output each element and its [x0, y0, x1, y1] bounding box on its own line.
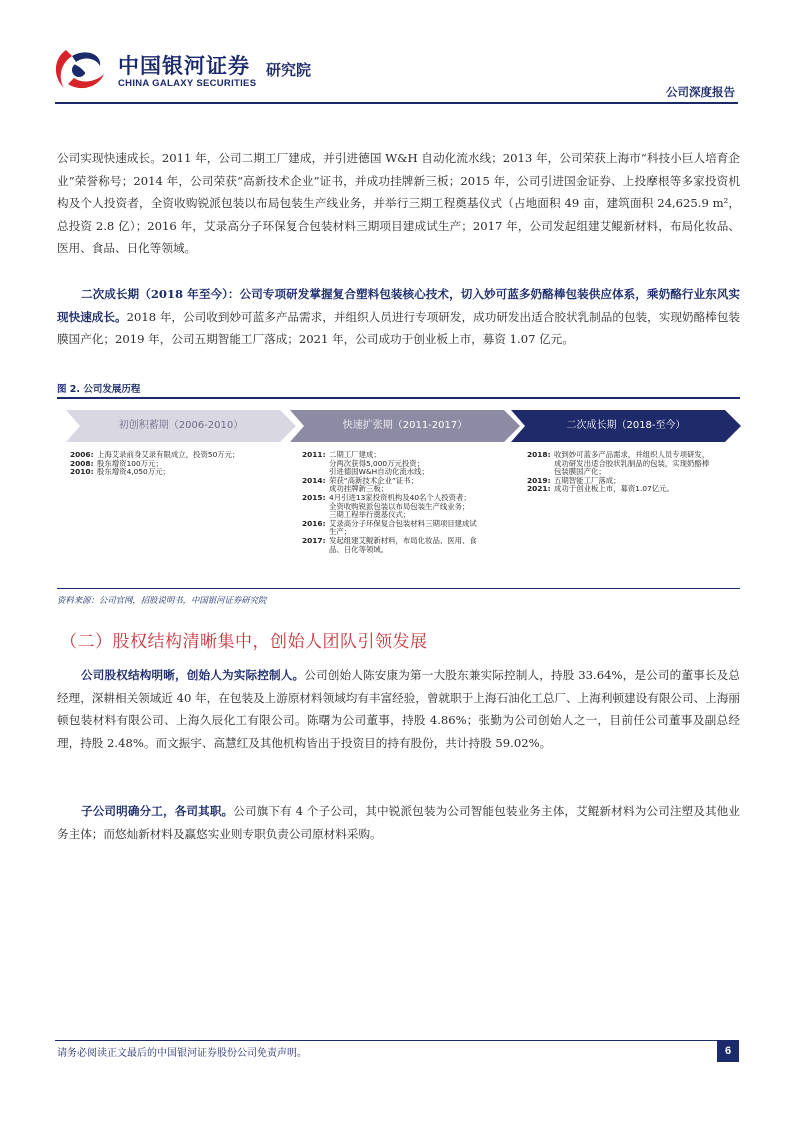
phase-arrow-2 — [290, 410, 520, 442]
body-paragraph-1: 公司实现快速成长。2011 年，公司二期工厂建成，并引进德国 W&H 自动化流水线；2013 年，公司荣获上海市“科技小巨人培育企业”荣誉称号；2014 年，公司荣获“高新技术企业”证书，并成功挂牌新三板；2015 年，公司引进国金证券、上投摩根等多家投资机构及个人投资者，全资收购锐派包装以布局包装生产线业务，并举行三期工程奠基仪式（占地面积 49 亩，建筑面积 24,625.9 m²，总投资 2.8 亿）；2016 年，艾录高分子环保复合包装材料三期项目建成试生产；2017 年，公司发起组建艾鲲新材料，布局化妆品、医用、食品、日化等领域。 — [57, 151, 740, 256]
brand-name-cn: 中国银河证券 — [118, 54, 250, 78]
timeline-text: 发起组建艾鲲新材料，布局化妆品、医用、食 — [329, 535, 477, 545]
section-paragraph-2 — [57, 800, 740, 845]
timeline-entry — [302, 546, 507, 555]
timeline-text: 艾录高分子环保复合包装材料三期项目建成试 — [329, 518, 477, 528]
timeline-column-1 — [70, 451, 280, 477]
header-divider — [55, 102, 738, 104]
timeline-text: 分两次获得5,000万元投资； — [329, 458, 425, 468]
timeline-text: 品、日化等领域。 — [329, 544, 389, 554]
timeline-text: 4月引进13家投资机构及40名个人投资者； — [329, 492, 471, 502]
figure-title: 图 2. 公司发展历程 — [57, 384, 141, 395]
section-paragraph-2-text: 公司旗下有 4 个子公司，其中锐派包装为公司智能包装业务主体，艾鲲新材料为公司注塑及其他业务主体；而悠灿新材料及赢悠实业则专职负责公司原材料采购。 — [57, 804, 740, 841]
page-header — [0, 0, 793, 105]
timeline-year — [302, 460, 329, 469]
brand-subtitle: 研究院 — [266, 61, 312, 79]
timeline-text: 股东增资100万元； — [97, 458, 163, 468]
timeline-text: 二期工厂建成； — [329, 450, 381, 459]
timeline-year: 2018: — [527, 450, 551, 459]
timeline-year — [302, 503, 329, 512]
phase-arrow-3 — [511, 410, 741, 442]
timeline-column-2 — [302, 451, 507, 554]
footer-divider — [55, 1040, 738, 1041]
timeline-entry — [70, 468, 280, 477]
timeline-year: 2016: — [302, 518, 326, 528]
timeline-text: 上海艾录前身艾录有限成立，投资50万元； — [97, 450, 240, 459]
phase-label-3: 二次成长期（2018-至今） — [566, 420, 686, 431]
timeline-text: 成功挂牌新三板； — [329, 484, 389, 494]
timeline-text: 成功于创业板上市，募资1.07亿元。 — [554, 484, 674, 494]
brand-name-en: CHINA GALAXY SECURITIES — [118, 78, 257, 89]
timeline-text: 全资收购锐派包装以布局包装生产线业务； — [329, 501, 470, 511]
phase-arrow-1 — [66, 410, 296, 442]
timeline-year: 2015: — [302, 492, 326, 502]
timeline-text: 包装膜国产化； — [554, 467, 606, 477]
timeline-year: 2011: — [302, 450, 326, 459]
timeline-year: 2017: — [302, 535, 326, 545]
phase-label-2: 快速扩张期（2011-2017） — [342, 420, 468, 431]
figure-bottom-rule — [57, 588, 740, 589]
timeline-year: 2006: — [70, 450, 94, 459]
report-type: 公司深度报告 — [666, 85, 735, 99]
figure-source: 资料来源：公司官网，招股说明书，中国银河证券研究院 — [57, 595, 267, 605]
paragraph-2-lead: 二次成长期（2018 年至今）：公司专项研发掌握复合塑料包装核心技术，切入妙可蓝多奶酪棒包装供应体系，乘奶酪行业东风实现快速成长。 — [57, 287, 740, 324]
timeline-text: 收到妙可蓝多产品需求，并组织人员专项研发， — [554, 450, 710, 459]
timeline-entry — [527, 485, 739, 494]
timeline-year: 2019: — [527, 475, 551, 485]
figure-top-rule — [57, 397, 740, 399]
body-paragraph-2 — [57, 283, 740, 351]
timeline-text: 成功研发出适合胶状乳制品的包装，实现奶酪棒 — [554, 458, 710, 468]
section-title: （二）股权结构清晰集中，创始人团队引领发展 — [60, 632, 428, 652]
footer-disclaimer: 请务必阅读正文最后的中国银河证券股份公司免责声明。 — [57, 1048, 307, 1059]
section-paragraph-1-text: 公司创始人陈安康为第一大股东兼实际控制人，持股 33.64%，是公司的董事长及总经理，深耕相关领域近 40 年，在包装及上游原材料领域均有丰富经验，曾就职于上海石油化工总厂、上海利顿建设有限公司、上海丽顿包装材料有限公司、上海久辰化工有限公司。陈曙为公司董事，持股 4.86%；张勤为公司创始人之一，目前任公司董事及副总经理，持股 2.48%。而文振宇、高慧红及其他机构皆出于投资目的持有股份，共计持股 59.02%。 — [57, 668, 740, 750]
paragraph-2-text: 2018 年，公司收到妙可蓝多产品需求，并组织人员进行专项研发，成功研发出适合胶状乳制品的包装，实现奶酪棒包装膜国产化；2019 年，公司五期智能工厂落成；2021 年，公司成功于创业板上市，募资 1.07 亿元。 — [57, 309, 740, 347]
timeline-year: 2008: — [70, 458, 94, 468]
timeline-text: 三期工程举行奠基仪式； — [329, 510, 411, 520]
timeline-text: 五期智能工厂落成； — [554, 475, 621, 485]
phase-label-1: 初创积蓄期（2006-2010） — [118, 420, 244, 431]
timeline-year: 2021: — [527, 484, 551, 494]
timeline-column-3 — [527, 451, 739, 494]
galaxy-logo-icon — [52, 44, 106, 94]
section-paragraph-1-lead: 公司股权结构明晰，创始人为实际控制人。 — [81, 668, 305, 682]
timeline-year: 2014: — [302, 475, 326, 485]
timeline-text: 荣获“高新技术企业”证书； — [329, 475, 418, 485]
timeline-text: 股东增资4,050万元； — [97, 467, 170, 477]
timeline-text: 引进德国W&H自动化流水线； — [329, 467, 429, 477]
page-number: 6 — [717, 1040, 739, 1062]
timeline-year — [527, 460, 554, 469]
timeline-year — [302, 546, 329, 555]
section-paragraph-2-lead: 子公司明确分工，各司其职。 — [81, 804, 234, 818]
timeline-year: 2010: — [70, 467, 94, 477]
timeline-text: 生产； — [329, 527, 352, 537]
section-paragraph-1 — [57, 664, 740, 754]
